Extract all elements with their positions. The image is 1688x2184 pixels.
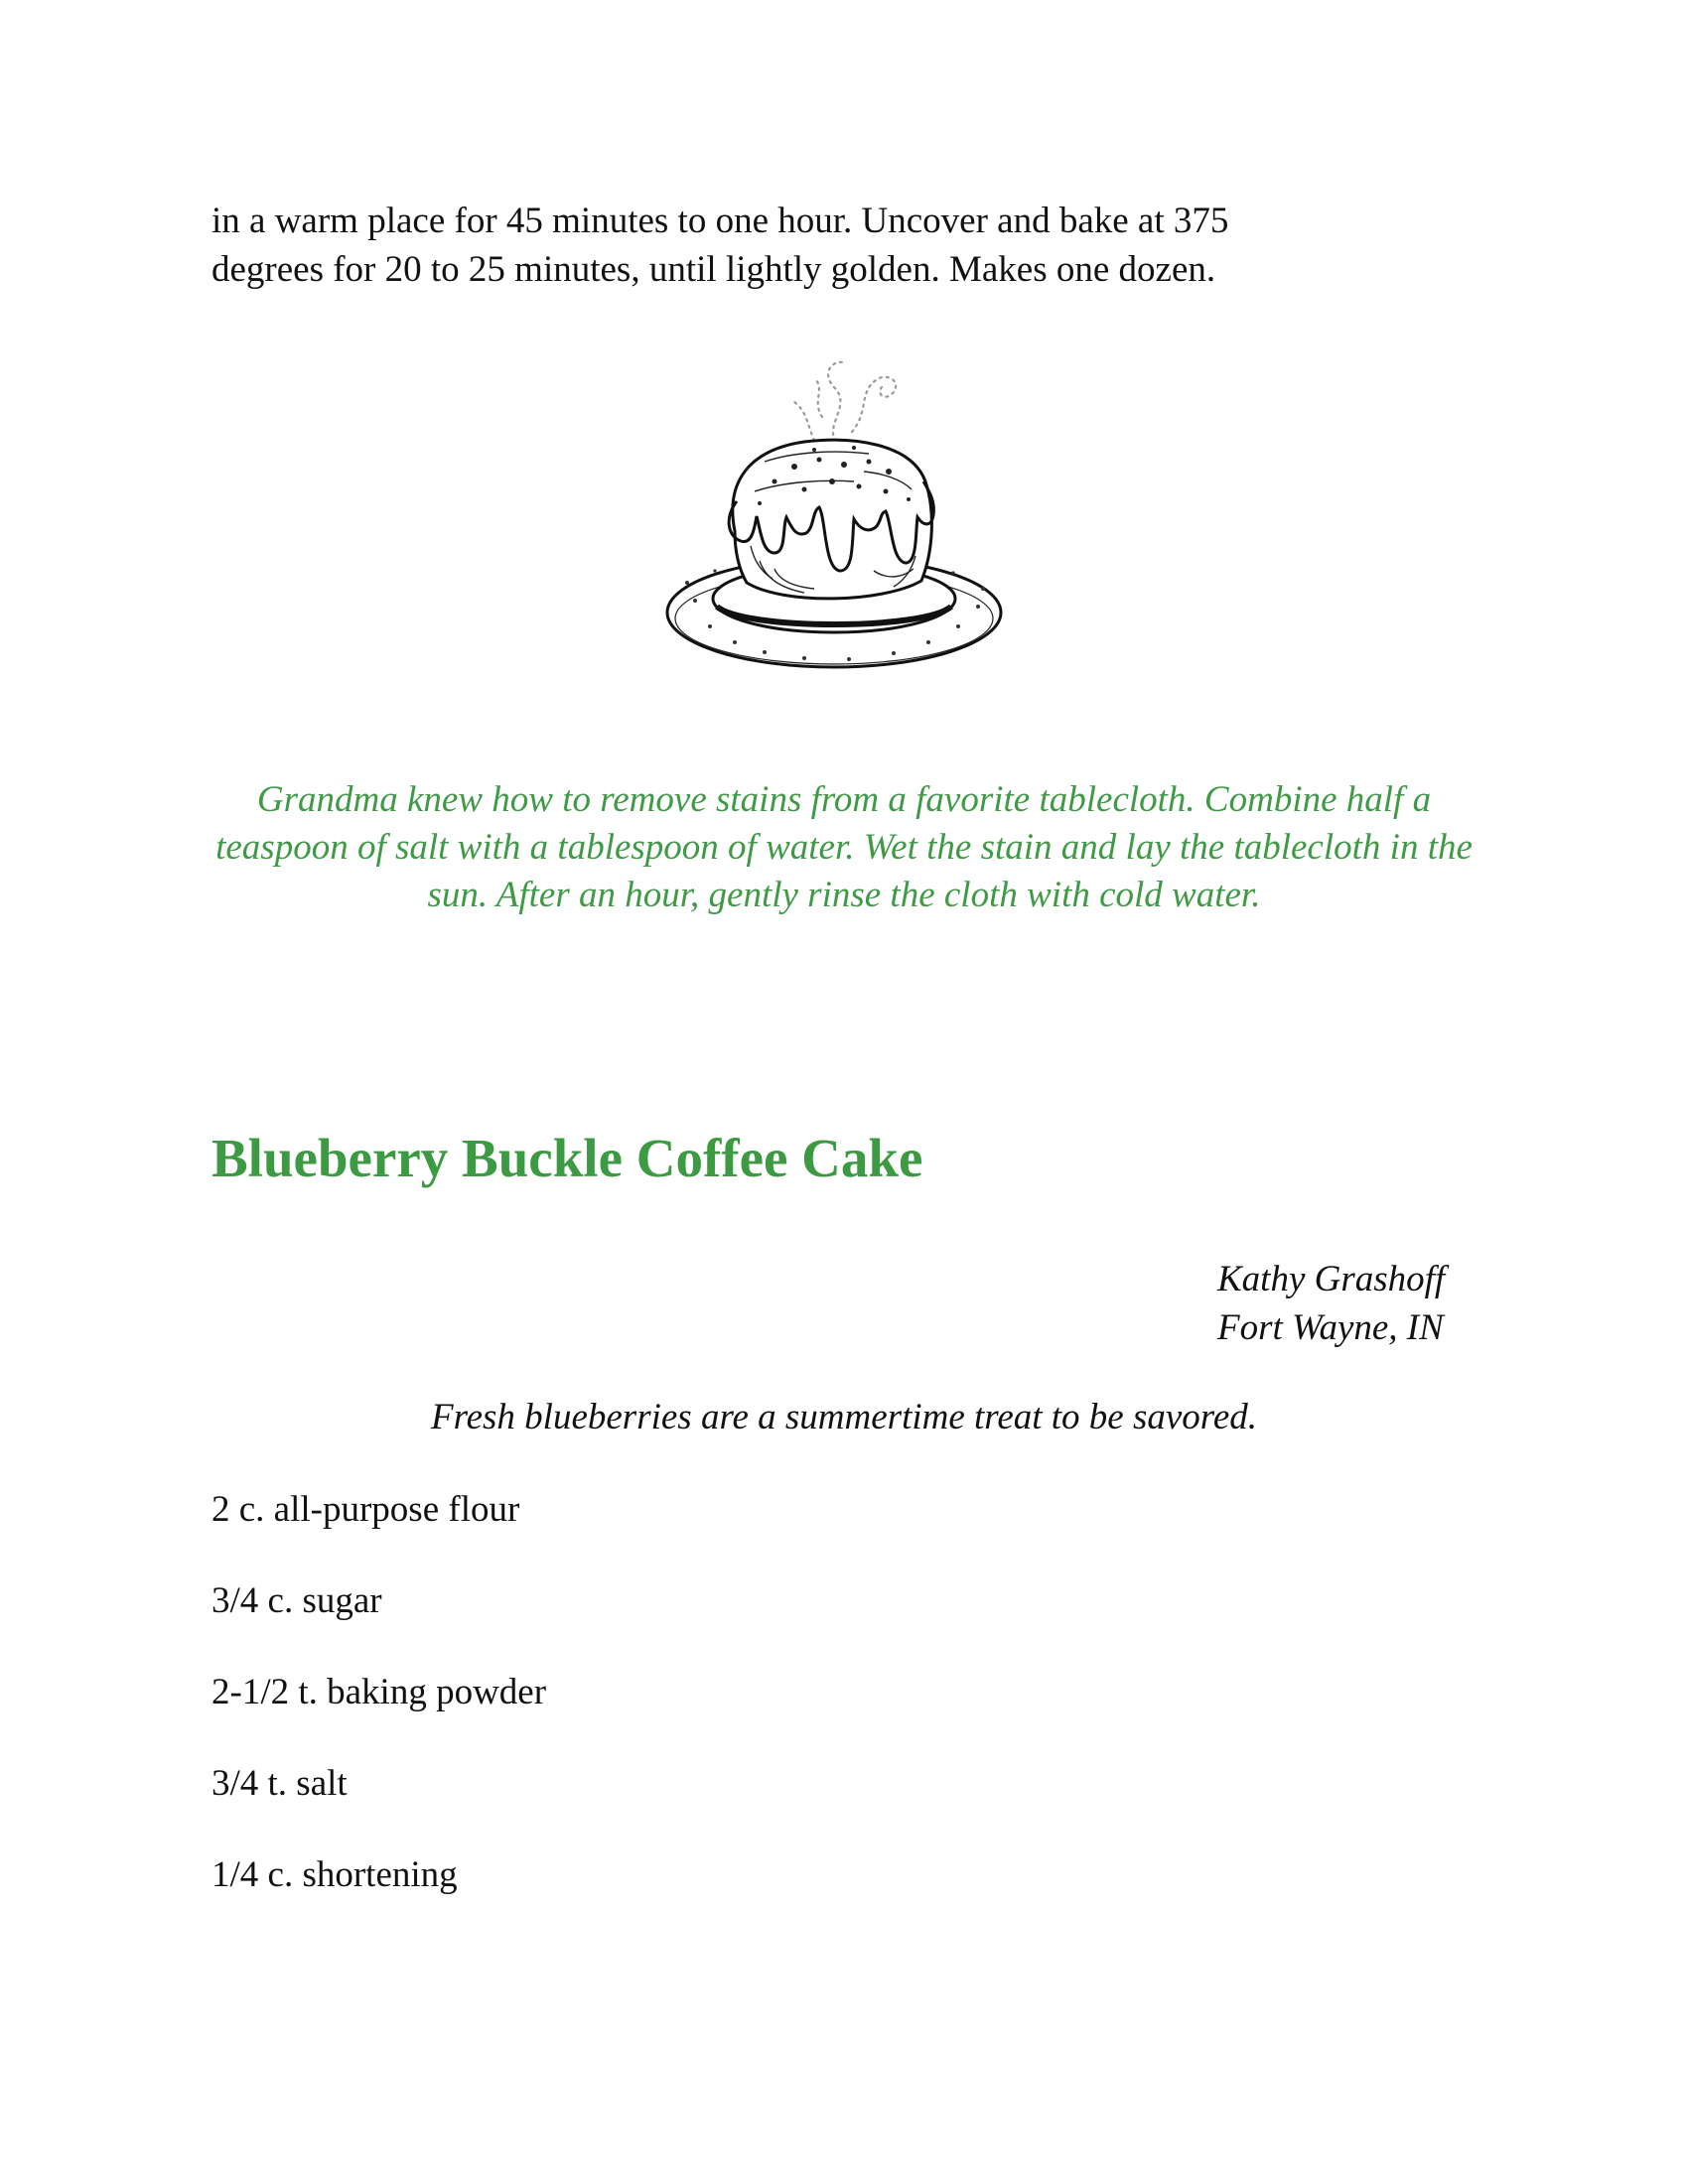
previous-recipe-continuation — [211, 197, 1403, 294]
ingredient-item: 1/4 c. shortening — [211, 1854, 458, 1895]
frosted-pastry-on-plate-icon — [655, 333, 1013, 705]
continuation-line-2: degrees for 20 to 25 minutes, until lightly golden. Makes one dozen. — [211, 249, 1216, 290]
recipe-intro: Fresh blueberries are a summertime treat to be savored. — [430, 1397, 1257, 1437]
ingredient-item: 3/4 c. sugar — [211, 1580, 382, 1621]
continuation-line-1: in a warm place for 45 minutes to one hour. Uncover and bake at 375 — [211, 201, 1229, 241]
author-name: Kathy Grashoff — [1217, 1259, 1446, 1299]
author-location: Fort Wayne, IN — [1217, 1307, 1444, 1348]
ingredient-item: 2 c. all-purpose flour — [211, 1489, 520, 1530]
ingredient-list — [211, 1485, 546, 1942]
recipe-author — [1217, 1255, 1445, 1352]
ingredient-item: 2-1/2 t. baking powder — [211, 1672, 547, 1712]
ingredient-item: 3/4 t. salt — [211, 1763, 348, 1804]
recipe-title: Blueberry Buckle Coffee Cake — [211, 1128, 923, 1188]
tip-paragraph: Grandma knew how to remove stains from a favorite tablecloth. Combine half a teaspoon of salt with a tablespoon of water. Wet the stain and lay the tablecloth in the sun. After an hour, gently rinse the cloth with cold water. — [215, 779, 1473, 915]
